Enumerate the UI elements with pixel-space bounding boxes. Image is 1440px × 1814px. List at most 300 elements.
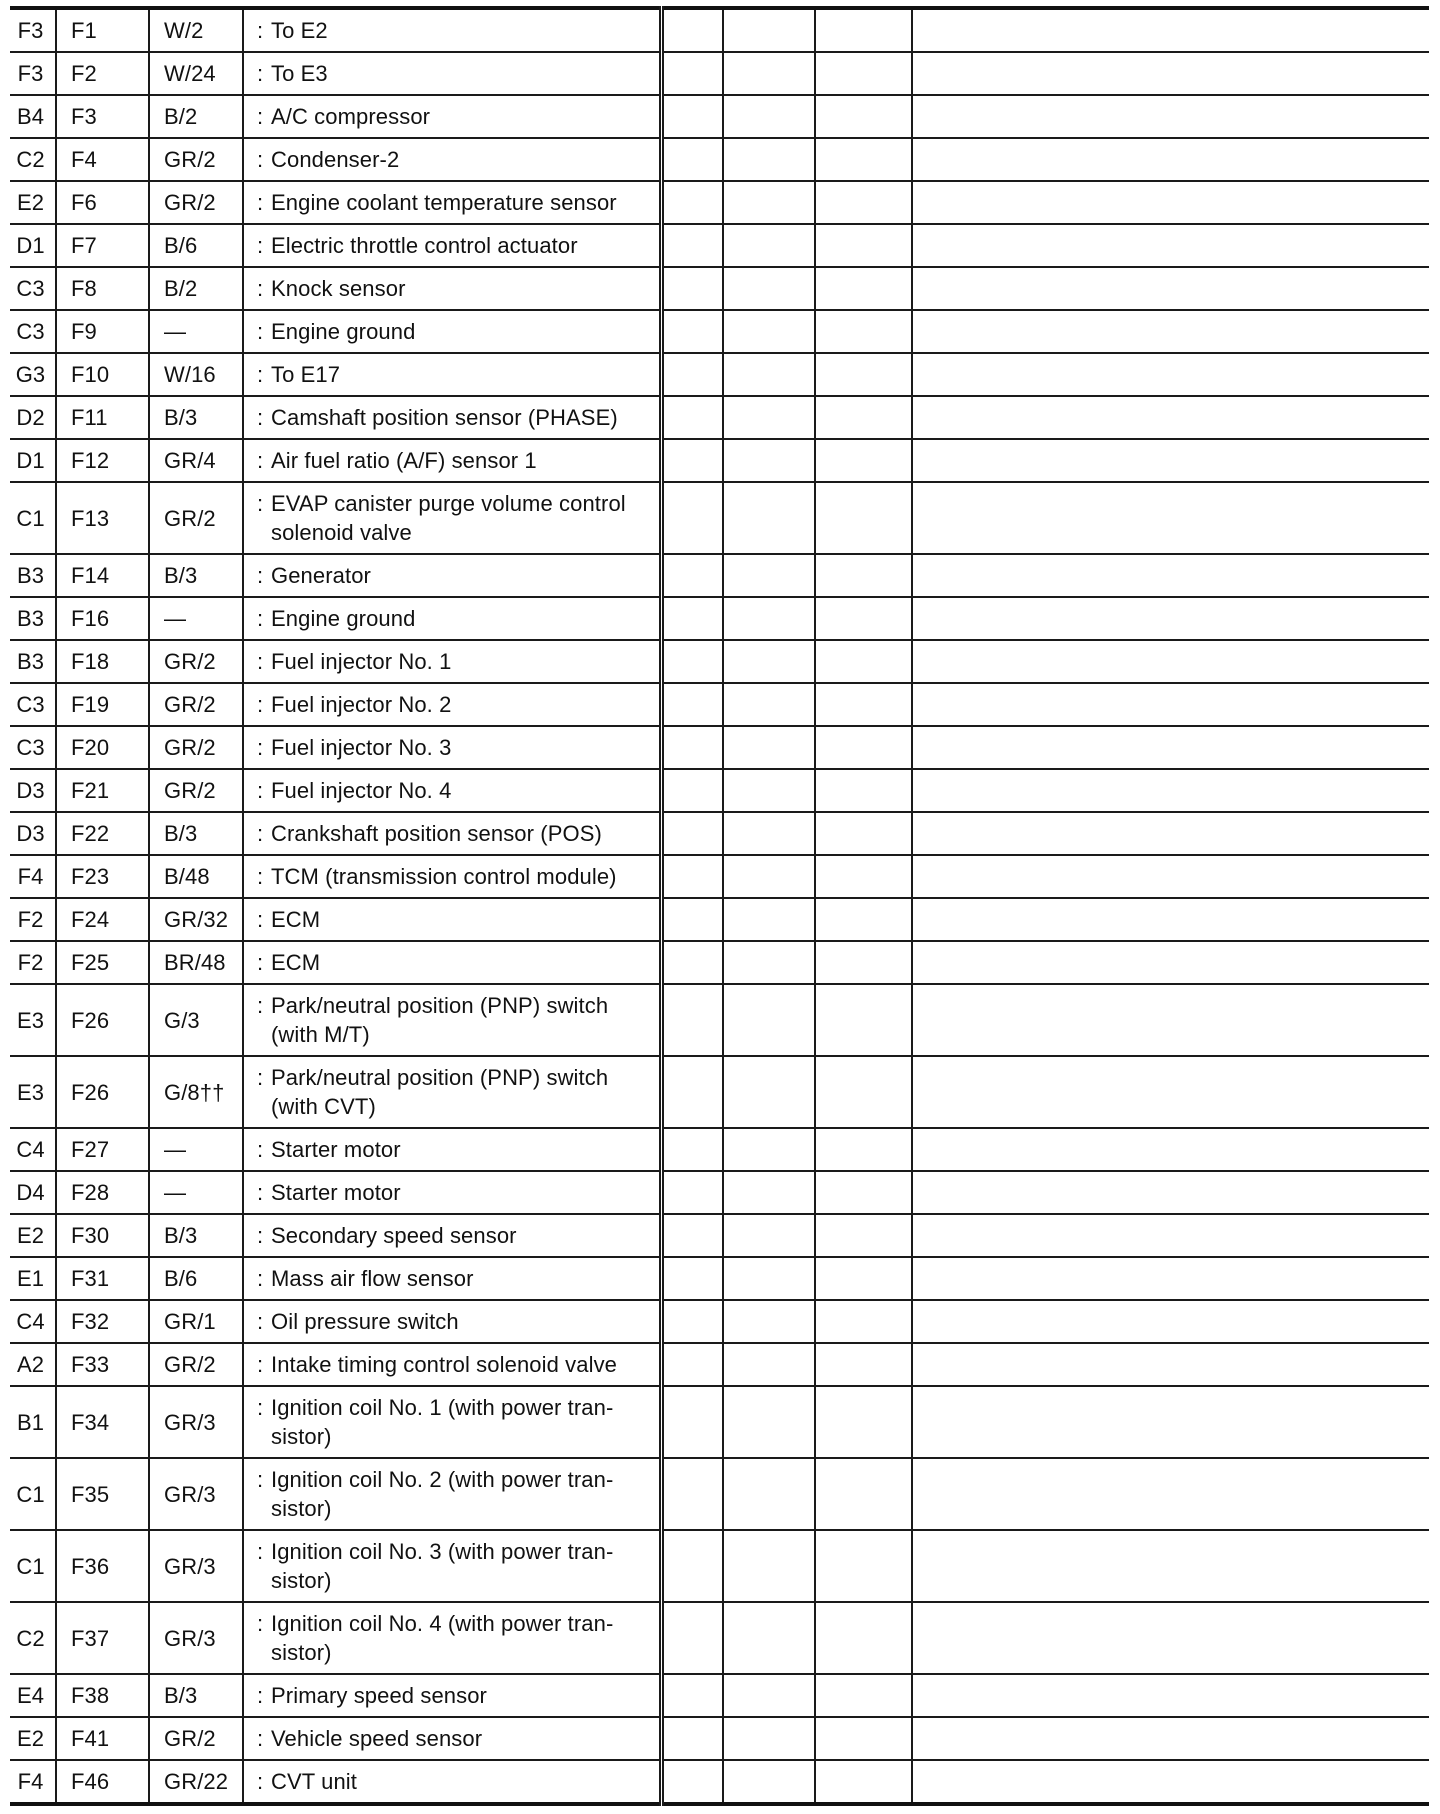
empty-cell-4 <box>912 898 1429 941</box>
description-cell <box>243 941 661 984</box>
grid-reference-cell: E2 <box>10 1717 56 1760</box>
empty-cell-2 <box>723 396 815 439</box>
empty-cell-1 <box>661 8 723 52</box>
table-row <box>10 812 1429 855</box>
connector-number-cell: F19 <box>56 683 149 726</box>
table-row <box>10 1343 1429 1386</box>
table-row <box>10 1760 1429 1804</box>
empty-cell-4 <box>912 1760 1429 1804</box>
empty-cell-3 <box>815 95 912 138</box>
description-text: ECM <box>271 907 321 932</box>
description-text: Electric throttle control actuator <box>271 233 578 258</box>
grid-reference-cell: E3 <box>10 1056 56 1128</box>
empty-cell-4 <box>912 95 1429 138</box>
wire-color-cell: GR/3 <box>149 1530 243 1602</box>
empty-cell-2 <box>723 267 815 310</box>
table-row <box>10 1056 1429 1128</box>
connector-number-cell: F25 <box>56 941 149 984</box>
connector-number-cell: F21 <box>56 769 149 812</box>
description-text: A/C compressor <box>271 104 431 129</box>
wire-color-cell: GR/3 <box>149 1386 243 1458</box>
connector-number-cell: F26 <box>56 984 149 1056</box>
wire-color-cell: GR/2 <box>149 181 243 224</box>
empty-cell-2 <box>723 683 815 726</box>
table-row <box>10 181 1429 224</box>
empty-cell-2 <box>723 310 815 353</box>
description-text: Secondary speed sensor <box>271 1223 517 1248</box>
description-cell <box>243 439 661 482</box>
empty-cell-2 <box>723 353 815 396</box>
connector-number-cell: F23 <box>56 855 149 898</box>
empty-cell-4 <box>912 224 1429 267</box>
empty-cell-2 <box>723 726 815 769</box>
wire-color-cell: B/6 <box>149 1257 243 1300</box>
empty-cell-4 <box>912 1717 1429 1760</box>
empty-cell-3 <box>815 941 912 984</box>
description-text: Ignition coil No. 2 (with power tran- sistor) <box>271 1467 614 1521</box>
wire-color-cell: — <box>149 1171 243 1214</box>
description-colon: : <box>257 1223 264 1248</box>
table-row <box>10 1214 1429 1257</box>
wire-color-cell: B/3 <box>149 812 243 855</box>
empty-cell-2 <box>723 1530 815 1602</box>
description-colon: : <box>257 778 264 803</box>
description-cell <box>243 1602 661 1674</box>
description-text: Condenser-2 <box>271 147 400 172</box>
grid-reference-cell: C1 <box>10 1458 56 1530</box>
empty-cell-2 <box>723 1717 815 1760</box>
empty-cell-3 <box>815 1602 912 1674</box>
description-text: Air fuel ratio (A/F) sensor 1 <box>271 448 537 473</box>
description-cell <box>243 683 661 726</box>
wire-color-cell: B/6 <box>149 224 243 267</box>
wire-color-cell: W/24 <box>149 52 243 95</box>
connector-number-cell: F20 <box>56 726 149 769</box>
empty-cell-3 <box>815 1300 912 1343</box>
empty-cell-1 <box>661 1214 723 1257</box>
description-colon: : <box>257 1683 264 1708</box>
description-colon: : <box>257 563 264 588</box>
table-row <box>10 1717 1429 1760</box>
empty-cell-1 <box>661 52 723 95</box>
wire-color-cell: GR/3 <box>149 1458 243 1530</box>
wire-color-cell: G/3 <box>149 984 243 1056</box>
empty-cell-1 <box>661 1674 723 1717</box>
empty-cell-4 <box>912 1171 1429 1214</box>
empty-cell-1 <box>661 726 723 769</box>
empty-cell-1 <box>661 310 723 353</box>
description-text: Starter motor <box>271 1180 401 1205</box>
grid-reference-cell: F4 <box>10 855 56 898</box>
empty-cell-4 <box>912 1386 1429 1458</box>
description-text: Ignition coil No. 1 (with power tran- sistor) <box>271 1395 614 1449</box>
empty-cell-4 <box>912 482 1429 554</box>
description-colon: : <box>257 1539 264 1564</box>
description-cell <box>243 1171 661 1214</box>
description-cell <box>243 482 661 554</box>
description-text: To E2 <box>271 18 328 43</box>
table-row <box>10 769 1429 812</box>
empty-cell-3 <box>815 267 912 310</box>
empty-cell-2 <box>723 554 815 597</box>
description-colon: : <box>257 821 264 846</box>
description-cell <box>243 1458 661 1530</box>
empty-cell-1 <box>661 224 723 267</box>
table-row <box>10 984 1429 1056</box>
empty-cell-1 <box>661 1171 723 1214</box>
description-text: Vehicle speed sensor <box>271 1726 483 1751</box>
wire-color-cell: GR/32 <box>149 898 243 941</box>
empty-cell-2 <box>723 1760 815 1804</box>
empty-cell-4 <box>912 769 1429 812</box>
empty-cell-2 <box>723 769 815 812</box>
wire-color-cell: GR/4 <box>149 439 243 482</box>
empty-cell-1 <box>661 554 723 597</box>
table-row <box>10 1386 1429 1458</box>
description-text: Oil pressure switch <box>271 1309 459 1334</box>
grid-reference-cell: E2 <box>10 1214 56 1257</box>
description-cell <box>243 769 661 812</box>
description-cell <box>243 984 661 1056</box>
empty-cell-4 <box>912 1257 1429 1300</box>
table-row <box>10 353 1429 396</box>
wire-color-cell: B/3 <box>149 396 243 439</box>
description-colon: : <box>257 190 264 215</box>
empty-cell-4 <box>912 683 1429 726</box>
grid-reference-cell: B3 <box>10 554 56 597</box>
empty-cell-3 <box>815 1458 912 1530</box>
description-text: To E17 <box>271 362 341 387</box>
connector-number-cell: F31 <box>56 1257 149 1300</box>
empty-cell-1 <box>661 353 723 396</box>
empty-cell-4 <box>912 1530 1429 1602</box>
description-cell <box>243 855 661 898</box>
grid-reference-cell: F2 <box>10 898 56 941</box>
empty-cell-1 <box>661 1056 723 1128</box>
empty-cell-1 <box>661 812 723 855</box>
grid-reference-cell: B4 <box>10 95 56 138</box>
empty-cell-2 <box>723 1171 815 1214</box>
description-colon: : <box>257 276 264 301</box>
empty-cell-4 <box>912 267 1429 310</box>
empty-cell-3 <box>815 683 912 726</box>
description-cell <box>243 224 661 267</box>
table-row <box>10 855 1429 898</box>
grid-reference-cell: D1 <box>10 224 56 267</box>
description-text: Fuel injector No. 2 <box>271 692 452 717</box>
empty-cell-3 <box>815 769 912 812</box>
description-colon: : <box>257 147 264 172</box>
grid-reference-cell: F3 <box>10 8 56 52</box>
description-colon: : <box>257 405 264 430</box>
empty-cell-1 <box>661 482 723 554</box>
connector-table-body <box>10 8 1429 1804</box>
description-cell <box>243 1056 661 1128</box>
grid-reference-cell: E4 <box>10 1674 56 1717</box>
wire-color-cell: GR/2 <box>149 1343 243 1386</box>
empty-cell-4 <box>912 8 1429 52</box>
description-text: TCM (transmission control module) <box>271 864 617 889</box>
empty-cell-1 <box>661 1386 723 1458</box>
empty-cell-3 <box>815 1760 912 1804</box>
grid-reference-cell: E2 <box>10 181 56 224</box>
wire-color-cell: GR/22 <box>149 1760 243 1804</box>
grid-reference-cell: D3 <box>10 769 56 812</box>
empty-cell-4 <box>912 1214 1429 1257</box>
empty-cell-1 <box>661 1530 723 1602</box>
connector-number-cell: F10 <box>56 353 149 396</box>
empty-cell-4 <box>912 181 1429 224</box>
empty-cell-4 <box>912 640 1429 683</box>
empty-cell-2 <box>723 1300 815 1343</box>
description-text: Engine ground <box>271 606 416 631</box>
empty-cell-3 <box>815 1343 912 1386</box>
description-cell <box>243 1214 661 1257</box>
description-cell <box>243 8 661 52</box>
table-row <box>10 1602 1429 1674</box>
empty-cell-3 <box>815 726 912 769</box>
description-cell <box>243 1717 661 1760</box>
table-row <box>10 597 1429 640</box>
grid-reference-cell: D1 <box>10 439 56 482</box>
empty-cell-3 <box>815 310 912 353</box>
empty-cell-3 <box>815 181 912 224</box>
empty-cell-3 <box>815 482 912 554</box>
description-colon: : <box>257 864 264 889</box>
empty-cell-2 <box>723 1674 815 1717</box>
empty-cell-2 <box>723 1214 815 1257</box>
connector-number-cell: F38 <box>56 1674 149 1717</box>
wire-color-cell: GR/2 <box>149 769 243 812</box>
empty-cell-4 <box>912 310 1429 353</box>
wire-color-cell: — <box>149 310 243 353</box>
description-text: Generator <box>271 563 371 588</box>
connector-number-cell: F26 <box>56 1056 149 1128</box>
description-colon: : <box>257 1266 264 1291</box>
empty-cell-2 <box>723 812 815 855</box>
table-row <box>10 95 1429 138</box>
empty-cell-1 <box>661 941 723 984</box>
grid-reference-cell: C2 <box>10 138 56 181</box>
empty-cell-2 <box>723 984 815 1056</box>
empty-cell-4 <box>912 554 1429 597</box>
grid-reference-cell: B3 <box>10 640 56 683</box>
empty-cell-1 <box>661 1717 723 1760</box>
empty-cell-4 <box>912 941 1429 984</box>
grid-reference-cell: C4 <box>10 1128 56 1171</box>
table-row <box>10 898 1429 941</box>
description-cell <box>243 1530 661 1602</box>
connector-number-cell: F8 <box>56 267 149 310</box>
description-colon: : <box>257 950 264 975</box>
empty-cell-4 <box>912 984 1429 1056</box>
empty-cell-2 <box>723 855 815 898</box>
description-cell <box>243 898 661 941</box>
wire-color-cell: BR/48 <box>149 941 243 984</box>
table-row <box>10 8 1429 52</box>
grid-reference-cell: B1 <box>10 1386 56 1458</box>
empty-cell-1 <box>661 267 723 310</box>
empty-cell-1 <box>661 1458 723 1530</box>
empty-cell-1 <box>661 597 723 640</box>
empty-cell-3 <box>815 984 912 1056</box>
wire-color-cell: W/2 <box>149 8 243 52</box>
description-cell <box>243 812 661 855</box>
description-colon: : <box>257 606 264 631</box>
wire-color-cell: GR/2 <box>149 726 243 769</box>
wire-color-cell: GR/2 <box>149 1717 243 1760</box>
description-colon: : <box>257 1309 264 1334</box>
connector-number-cell: F41 <box>56 1717 149 1760</box>
empty-cell-2 <box>723 224 815 267</box>
connector-number-cell: F24 <box>56 898 149 941</box>
empty-cell-4 <box>912 439 1429 482</box>
description-text: Ignition coil No. 3 (with power tran- sistor) <box>271 1539 614 1593</box>
description-colon: : <box>257 1467 264 1492</box>
table-row <box>10 267 1429 310</box>
connector-number-cell: F30 <box>56 1214 149 1257</box>
empty-cell-1 <box>661 769 723 812</box>
description-colon: : <box>257 1611 264 1636</box>
connector-number-cell: F33 <box>56 1343 149 1386</box>
connector-table <box>10 6 1429 1806</box>
connector-number-cell: F14 <box>56 554 149 597</box>
description-text: Fuel injector No. 4 <box>271 778 452 803</box>
description-colon: : <box>257 1065 264 1090</box>
empty-cell-3 <box>815 353 912 396</box>
wire-color-cell: B/3 <box>149 1214 243 1257</box>
empty-cell-2 <box>723 640 815 683</box>
empty-cell-1 <box>661 1300 723 1343</box>
grid-reference-cell: C3 <box>10 267 56 310</box>
empty-cell-2 <box>723 1386 815 1458</box>
empty-cell-3 <box>815 1257 912 1300</box>
empty-cell-4 <box>912 1128 1429 1171</box>
empty-cell-1 <box>661 396 723 439</box>
description-text: Mass air flow sensor <box>271 1266 474 1291</box>
description-text: Camshaft position sensor (PHASE) <box>271 405 618 430</box>
empty-cell-1 <box>661 898 723 941</box>
connector-number-cell: F11 <box>56 396 149 439</box>
empty-cell-3 <box>815 1056 912 1128</box>
empty-cell-1 <box>661 984 723 1056</box>
empty-cell-4 <box>912 353 1429 396</box>
connector-number-cell: F34 <box>56 1386 149 1458</box>
empty-cell-1 <box>661 1602 723 1674</box>
table-row <box>10 1257 1429 1300</box>
connector-number-cell: F37 <box>56 1602 149 1674</box>
description-colon: : <box>257 907 264 932</box>
empty-cell-4 <box>912 1343 1429 1386</box>
description-cell <box>243 1257 661 1300</box>
empty-cell-3 <box>815 1128 912 1171</box>
description-colon: : <box>257 1395 264 1420</box>
empty-cell-4 <box>912 1674 1429 1717</box>
empty-cell-3 <box>815 1674 912 1717</box>
wire-color-cell: GR/2 <box>149 640 243 683</box>
empty-cell-3 <box>815 1214 912 1257</box>
table-row <box>10 640 1429 683</box>
empty-cell-4 <box>912 1300 1429 1343</box>
empty-cell-4 <box>912 812 1429 855</box>
empty-cell-1 <box>661 1257 723 1300</box>
description-colon: : <box>257 104 264 129</box>
connector-number-cell: F32 <box>56 1300 149 1343</box>
grid-reference-cell: B3 <box>10 597 56 640</box>
connector-number-cell: F4 <box>56 138 149 181</box>
description-cell <box>243 554 661 597</box>
description-cell <box>243 1760 661 1804</box>
connector-number-cell: F16 <box>56 597 149 640</box>
empty-cell-4 <box>912 1458 1429 1530</box>
wire-color-cell: B/2 <box>149 267 243 310</box>
description-colon: : <box>257 1180 264 1205</box>
table-row <box>10 1674 1429 1717</box>
empty-cell-2 <box>723 597 815 640</box>
description-colon: : <box>257 649 264 674</box>
empty-cell-4 <box>912 52 1429 95</box>
empty-cell-2 <box>723 138 815 181</box>
description-cell <box>243 640 661 683</box>
description-text: Engine ground <box>271 319 416 344</box>
empty-cell-2 <box>723 8 815 52</box>
table-row <box>10 482 1429 554</box>
description-cell <box>243 597 661 640</box>
table-row <box>10 224 1429 267</box>
connector-number-cell: F22 <box>56 812 149 855</box>
empty-cell-4 <box>912 597 1429 640</box>
description-text: EVAP canister purge volume control solenoid valve <box>271 491 626 545</box>
description-text: Engine coolant temperature sensor <box>271 190 617 215</box>
table-row <box>10 554 1429 597</box>
empty-cell-4 <box>912 1056 1429 1128</box>
grid-reference-cell: A2 <box>10 1343 56 1386</box>
description-colon: : <box>257 993 264 1018</box>
empty-cell-3 <box>815 52 912 95</box>
empty-cell-2 <box>723 1128 815 1171</box>
description-text: Ignition coil No. 4 (with power tran- sistor) <box>271 1611 614 1665</box>
description-text: CVT unit <box>271 1769 357 1794</box>
description-colon: : <box>257 1137 264 1162</box>
description-cell <box>243 138 661 181</box>
table-row <box>10 941 1429 984</box>
connector-number-cell: F36 <box>56 1530 149 1602</box>
empty-cell-4 <box>912 726 1429 769</box>
description-colon: : <box>257 1352 264 1377</box>
description-text: Knock sensor <box>271 276 406 301</box>
empty-cell-2 <box>723 941 815 984</box>
connector-number-cell: F28 <box>56 1171 149 1214</box>
grid-reference-cell: F2 <box>10 941 56 984</box>
table-row <box>10 310 1429 353</box>
connector-number-cell: F46 <box>56 1760 149 1804</box>
table-row <box>10 726 1429 769</box>
empty-cell-1 <box>661 439 723 482</box>
empty-cell-3 <box>815 138 912 181</box>
wire-color-cell: G/8†† <box>149 1056 243 1128</box>
empty-cell-3 <box>815 1171 912 1214</box>
grid-reference-cell: C1 <box>10 1530 56 1602</box>
empty-cell-2 <box>723 1056 815 1128</box>
empty-cell-1 <box>661 1760 723 1804</box>
grid-reference-cell: C2 <box>10 1602 56 1674</box>
empty-cell-3 <box>815 8 912 52</box>
wire-color-cell: GR/3 <box>149 1602 243 1674</box>
description-cell <box>243 1128 661 1171</box>
description-cell <box>243 1300 661 1343</box>
description-colon: : <box>257 319 264 344</box>
wire-color-cell: B/3 <box>149 1674 243 1717</box>
